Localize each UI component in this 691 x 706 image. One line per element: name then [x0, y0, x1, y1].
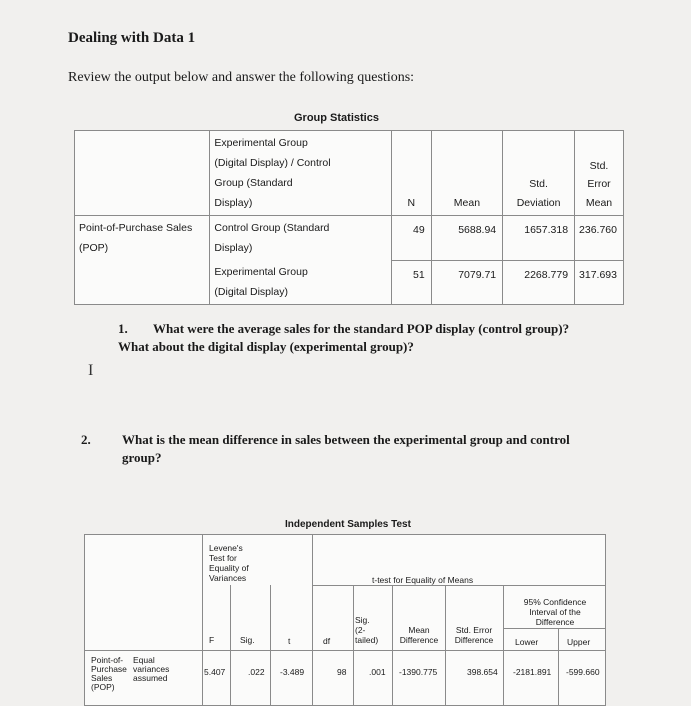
- independent-samples-title: Independent Samples Test: [285, 519, 411, 530]
- n-value: 51: [391, 260, 431, 305]
- std-error-difference-value: 398.654: [467, 667, 498, 677]
- table-header-row: [75, 131, 624, 216]
- instructions: Review the output below and answer the following questions:: [68, 70, 415, 85]
- question-2-number: 2.: [81, 432, 91, 447]
- std-deviation-value: 2268.779: [503, 260, 575, 305]
- table-cell: [75, 131, 210, 216]
- column-divider: [392, 585, 393, 705]
- group-label: Control Group (Standard Display): [210, 216, 391, 261]
- column-divider: [230, 585, 231, 705]
- variable-label: Point-of-Purchase Sales (POP): [75, 216, 210, 305]
- column-divider: [353, 585, 354, 705]
- assumption-label: Equal variances assumed: [133, 655, 170, 683]
- group-column-header: Experimental Group (Digital Display) / Control Group (Standard Display): [210, 131, 391, 216]
- mean-value: 7079.71: [431, 260, 502, 305]
- ttest-header: t-test for Equality of Means: [372, 575, 474, 585]
- f-value: 5.407: [204, 667, 226, 677]
- row-divider: [503, 628, 605, 629]
- f-column-header: F: [209, 635, 215, 645]
- upper-column-header: Upper: [567, 637, 591, 647]
- column-divider: [558, 628, 559, 705]
- text-cursor-icon: I: [88, 362, 94, 379]
- question-1: 1. What were the average sales for the standard POP display (control group)? What about the digital display (experimental group)?: [118, 321, 570, 354]
- t-column-header: t: [288, 636, 291, 646]
- question-2: What is the mean difference in sales between the experimental group and control group?: [122, 432, 570, 465]
- column-divider: [312, 535, 313, 705]
- mean-value: 5688.94: [431, 216, 502, 261]
- table-row: [75, 216, 624, 261]
- upper-value: -599.660: [566, 667, 600, 677]
- std-error-column-header: Std. Error Mean: [575, 131, 624, 216]
- confidence-interval-header: 95% Confidence Interval of the Difference: [523, 597, 587, 627]
- mean-difference-column-header: Mean Difference: [399, 625, 439, 645]
- column-divider: [445, 585, 446, 705]
- row-divider: [312, 585, 605, 586]
- levene-header: Levene's Test for Equality of Variances: [209, 543, 249, 583]
- column-divider: [202, 535, 203, 705]
- df-value: 98: [337, 667, 347, 677]
- sig-2tailed-column-header: Sig. (2- tailed): [355, 615, 379, 645]
- lower-column-header: Lower: [515, 637, 539, 647]
- std-error-value: 317.693: [575, 260, 624, 305]
- group-statistics-title: Group Statistics: [294, 112, 379, 124]
- std-error-difference-column-header: Std. Error Difference: [454, 625, 494, 645]
- std-error-value: 236.760: [575, 216, 624, 261]
- row-divider: [85, 650, 605, 651]
- column-divider: [503, 585, 504, 705]
- sig-value: .022: [248, 667, 265, 677]
- sig-2tailed-value: .001: [369, 667, 386, 677]
- mean-column-header: Mean: [431, 131, 502, 216]
- column-divider: [270, 585, 271, 705]
- sig-column-header: Sig.: [240, 635, 255, 645]
- std-deviation-column-header: Std. Deviation: [503, 131, 575, 216]
- n-value: 49: [391, 216, 431, 261]
- df-column-header: df: [323, 636, 331, 646]
- page-title: Dealing with Data 1: [68, 30, 196, 46]
- group-label: Experimental Group (Digital Display): [210, 260, 391, 305]
- group-statistics-table: [74, 130, 624, 305]
- mean-difference-value: -1390.775: [399, 667, 438, 677]
- independent-samples-table: [84, 534, 606, 706]
- variable-label: Point-of- Purchase Sales (POP): [91, 655, 127, 692]
- lower-value: -2181.891: [513, 667, 552, 677]
- std-deviation-value: 1657.318: [503, 216, 575, 261]
- t-value: -3.489: [280, 667, 305, 677]
- n-column-header: N: [391, 131, 431, 216]
